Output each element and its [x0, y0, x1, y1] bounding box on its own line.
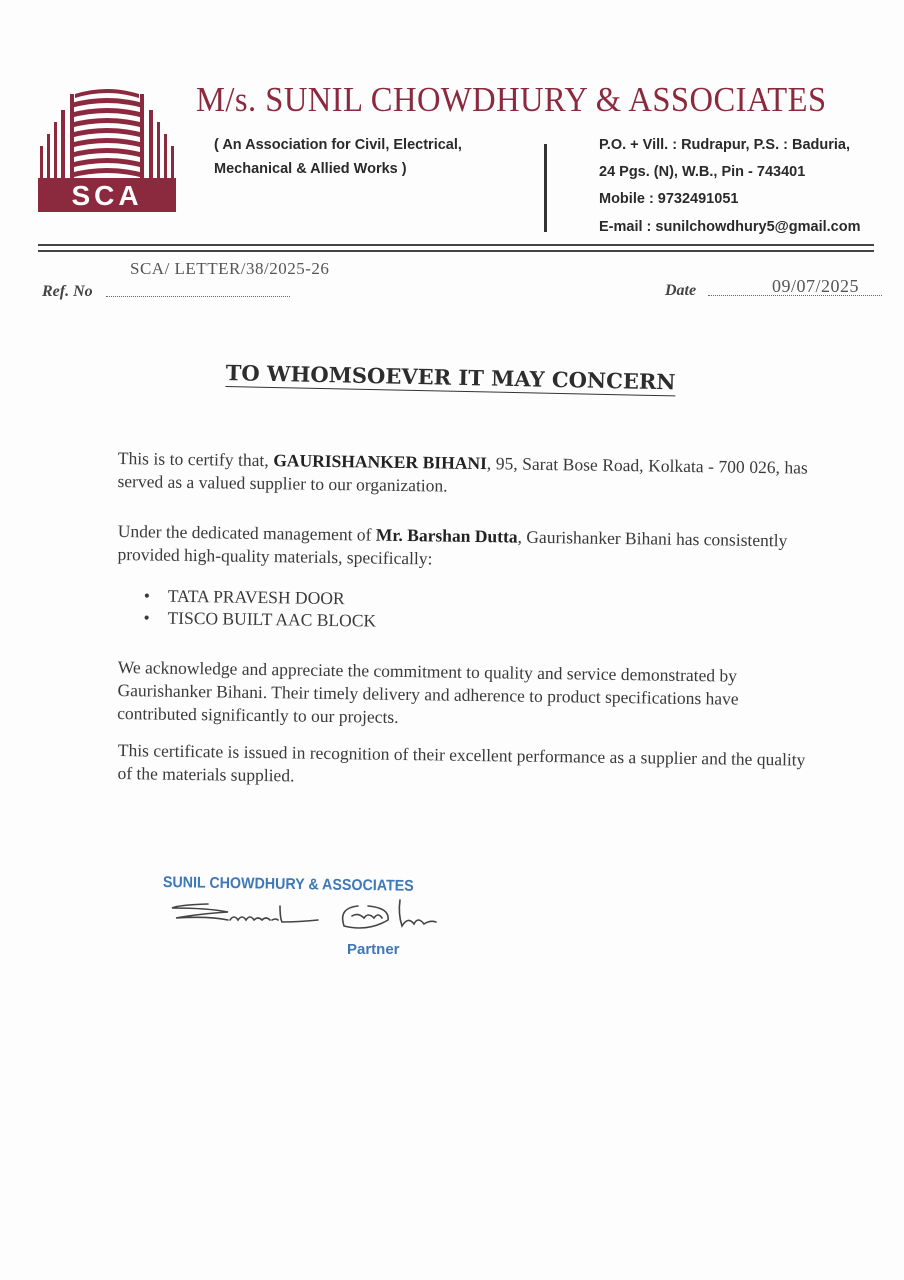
paragraph-acknowledge: We acknowledge and appreciate the commitment to quality and service demonstrated by Gaurishanker Bihani. Their timely delivery and adherence to product specifications have contributed significantly to our projects. [117, 656, 739, 727]
email-address: E-mail : sunilchowdhury5@gmail.com [599, 219, 861, 235]
ref-dotted-line [106, 290, 290, 297]
ref-number: SCA/ LETTER/38/2025-26 [130, 259, 330, 278]
bullet-icon: • [143, 585, 151, 606]
sca-logo [38, 86, 176, 212]
letter-title: TO WHOMSOEVER IT MAY CONCERN [225, 360, 676, 395]
ref-label: Ref. No [42, 283, 93, 300]
address-line: 24 Pgs. (N), W.B., Pin - 743401 [599, 164, 806, 180]
text: Under the dedicated management of [117, 520, 376, 545]
stamp-company-name: SUNIL CHOWDHURY & ASSOCIATES [162, 874, 414, 895]
bullet-icon: • [143, 607, 150, 628]
materials-list [117, 584, 808, 638]
supplier-name: GAURISHANKER BIHANI [273, 450, 488, 474]
material-name: TISCO BUILT AAC BLOCK [167, 607, 377, 631]
text: This is to certify that, [117, 447, 274, 471]
paragraph-recognition: This certificate is issued in recognition of their excellent performance as a supplier and the quality of the materials supplied. [117, 739, 806, 786]
paragraph-management [117, 520, 808, 576]
header-divider [544, 144, 547, 232]
tagline-line: ( An Association for Civil, Electrical, [214, 137, 462, 153]
address-line: P.O. + Vill. : Rudrapur, P.S. : Baduria, [599, 137, 851, 153]
tagline-line: Mechanical & Allied Works ) [214, 161, 407, 177]
company-name: M/s. SUNIL CHOWDHURY & ASSOCIATES [196, 80, 827, 119]
logo-text: SCA [71, 180, 143, 211]
text: , 95, Sarat Bose Road, Kolkata - 700 026, has served as a valued supplier to our organization. [117, 453, 808, 496]
handwritten-signature [168, 896, 468, 938]
manager-name: Mr. Barshan Dutta [375, 524, 518, 547]
text: , Gaurishanker Bihani has consistently provided high-quality materials, specifically: [117, 526, 788, 569]
date-value: 09/07/2025 [772, 276, 860, 296]
signatory-role: Partner [347, 941, 400, 958]
material-name: TATA PRAVESH DOOR [167, 585, 345, 609]
header-rule [38, 250, 874, 252]
header-rule [38, 244, 874, 246]
paragraph-certify [117, 447, 808, 503]
date-label: Date [665, 282, 697, 299]
mobile-number: Mobile : 9732491051 [599, 191, 739, 207]
